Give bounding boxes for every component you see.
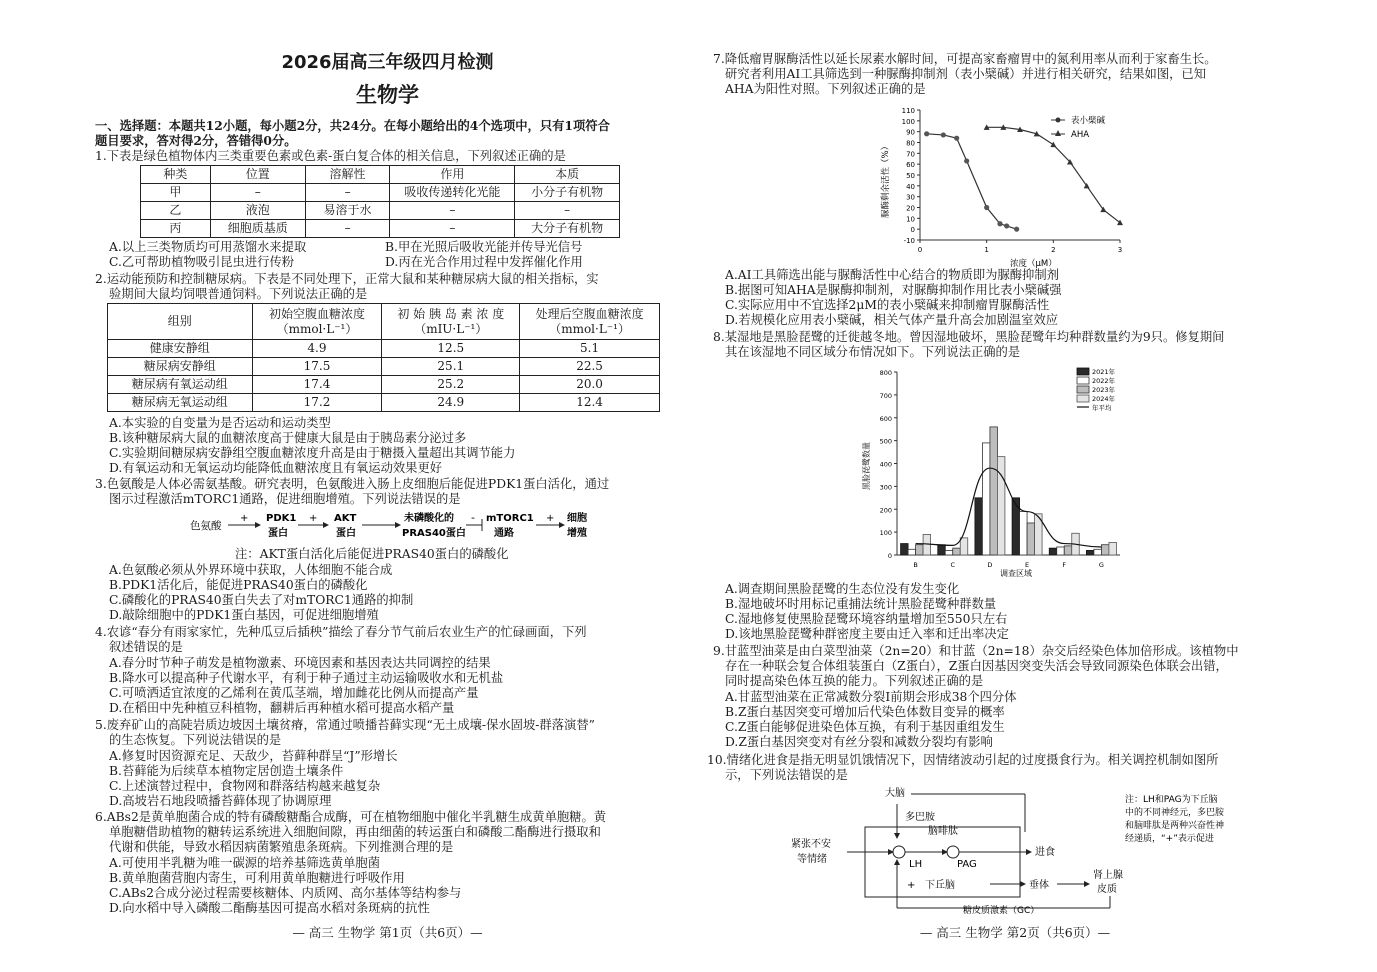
- node-pag: PAG: [957, 859, 977, 870]
- y-tick-label: 80: [906, 139, 915, 148]
- question-stem: 7.降低瘤胃脲酶活性以延长尿素水解时间，可提高家畜瘤胃中的氮利用率从而利于家畜生长。: [713, 52, 1217, 66]
- series-line: [987, 127, 1120, 222]
- x-tick-label: D: [987, 561, 993, 569]
- option-b: B.Z蛋白基因突变可增加后代染色体数目变异的概率: [725, 705, 1005, 719]
- instruction-line: 题目要求，答对得2分，答错得0分。: [95, 133, 297, 148]
- bar: [1020, 512, 1028, 555]
- y-axis-label: 黑脸琵鹭数量: [862, 442, 871, 490]
- y-tick-label: 20: [906, 204, 915, 213]
- y-tick-label: 60: [906, 161, 915, 170]
- option-c: C.乙可帮助植物吸引昆虫进行传粉: [109, 255, 295, 269]
- table-cell: –: [390, 220, 515, 238]
- table-header: 作用: [390, 166, 515, 184]
- y-tick-label: 400: [879, 460, 892, 469]
- tryptophan-pathway-diagram: [190, 509, 590, 543]
- table-cell: 吸收传递转化光能: [390, 184, 515, 202]
- diagram-note: 和脑啡肽是两种兴奋性神: [1125, 821, 1225, 831]
- question-stem: 存在一种联会复合体组装蛋白（Z蛋白），Z蛋白因基因突变失活会导致同源染色体联会出错，: [725, 659, 1228, 673]
- legend-label: AHA: [1071, 130, 1090, 140]
- spoonbill-distribution-chart: [855, 360, 1155, 580]
- data-point: [941, 132, 946, 137]
- node-brain: 大脑: [885, 788, 905, 799]
- option-d: D.Z蛋白基因突变对有丝分裂和减数分裂均有影响: [725, 735, 993, 749]
- x-axis-label: 调查区域: [1000, 569, 1032, 578]
- bar: [975, 498, 983, 555]
- node-dopamine: 多巴胺: [905, 812, 935, 823]
- node-cell-sub: 增殖: [567, 528, 587, 539]
- node-pituitary: 垂体: [1029, 880, 1049, 891]
- option-b: B.该种糖尿病大鼠的血糖浓度高于健康大鼠是由于胰岛素分泌过多: [109, 431, 467, 445]
- x-axis-label: 浓度（μM）: [1010, 259, 1057, 269]
- option-c: C.湿地修复使黑脸琵鹭环境容纳量增加至550只左右: [725, 612, 1008, 626]
- question-stem: 1.下表是绿色植物体内三类重要色素或色素-蛋白复合体的相关信息，下列叙述正确的是: [95, 149, 566, 163]
- y-tick-label: 0: [910, 226, 915, 235]
- data-point: [984, 205, 989, 210]
- table-header: 处理后空腹血糖浓度: [535, 306, 644, 321]
- table-header: 组别: [108, 304, 253, 340]
- bar: [1094, 549, 1102, 555]
- question-stem: 同时提高染色体互换的能力。下列叙述正确的是: [725, 674, 984, 688]
- diagram-note: 经递质，“+”表示促进: [1125, 834, 1214, 844]
- bar: [960, 538, 968, 555]
- node-pras40: 未磷酸化的: [404, 513, 454, 524]
- question-stem: 其在该湿地不同区域分布情况如下。下列说法正确的是: [725, 345, 1021, 359]
- bar: [923, 534, 931, 555]
- table-cell: 小分子有机物: [515, 184, 620, 202]
- question-stem: AHA为阳性对照。下列叙述正确的是: [725, 82, 926, 96]
- question-stem: 叙述错误的是: [109, 640, 183, 654]
- exam-title: 2026届高三年级四月检测: [281, 52, 494, 73]
- table-cell: 甲: [141, 184, 211, 202]
- sign-plus: +: [907, 880, 916, 891]
- pag-neuron: [947, 846, 959, 858]
- y-tick-label: 800: [879, 369, 892, 377]
- option-b: B.甲在光照后吸收光能并传导光信号: [385, 240, 583, 254]
- y-tick-label: 50: [906, 172, 915, 180]
- table-cell: 17.4: [252, 376, 382, 394]
- table-header: 溶解性: [305, 166, 390, 184]
- page-2: [707, 0, 1305, 972]
- x-tick-label: 2: [1051, 246, 1056, 254]
- sign-plus: +: [240, 513, 249, 524]
- table-header: 初始空腹血糖浓度: [268, 306, 365, 321]
- node-pras40-sub: PRAS40蛋白: [402, 528, 466, 539]
- question-stem: 验期间大鼠均饲喂普通饲料。下列说法正确的是: [109, 287, 368, 301]
- option-a: A.春分时节种子萌发是植物激素、环境因素和基因表达共同调控的结果: [109, 656, 491, 670]
- bar: [1012, 498, 1020, 555]
- option-d: D.高坡岩石地段喷播苔藓体现了协调原理: [109, 794, 332, 808]
- y-tick-label: 700: [879, 391, 892, 400]
- table-cell: 糖尿病安静组: [108, 358, 253, 376]
- y-tick-label: 10: [906, 215, 915, 224]
- page-footer: — 高三 生物学 第1页（共6页）—: [292, 925, 483, 940]
- question-stem: 10.情绪化进食是指无明显饥饿情况下，因情绪波动引起的过度摄食行为。相关调控机制如图所: [707, 753, 1219, 767]
- question-stem: 6.ABs2是黄单胞菌合成的特有磷酸糖酯合成酶，可在植物细胞中催化半乳糖生成黄单胞糖。黄: [95, 810, 607, 824]
- emotional-eating-diagram: [785, 782, 1290, 917]
- bar: [1064, 546, 1072, 555]
- option-d: D.向水稻中导入磷酸二酯酶基因可提高水稻对条斑病的抗性: [109, 901, 430, 915]
- table-header-unit: （mIU·L⁻¹）: [414, 321, 488, 336]
- question-stem: 代谢和供能，导致水稻因病菌繁殖患条斑病。下列推测合理的是: [109, 840, 454, 854]
- legend-label: 2022年: [1092, 377, 1116, 385]
- page-1: [95, 0, 680, 972]
- series-line: [927, 134, 1017, 229]
- table-cell: 5.1: [520, 340, 660, 358]
- node-mtorc1-sub: 通路: [494, 528, 514, 539]
- option-c: C.实际应用中不宜选择2μM的表小檗碱来抑制瘤胃脲酶活性: [725, 298, 1050, 312]
- chart-legend: [1051, 115, 1106, 140]
- x-tick-label: G: [1098, 561, 1104, 569]
- legend-swatch: [1077, 395, 1089, 402]
- node-emotion: 等情绪: [797, 854, 827, 865]
- option-c: C.可喷洒适宜浓度的乙烯利在黄瓜茎端，增加雌花比例从而提高产量: [109, 686, 479, 700]
- data-point: [1050, 142, 1056, 148]
- question-stem: 4.农谚“春分有雨家家忙，先种瓜豆后插秧”描绘了春分节气前后农业生产的忙碌画面，下列: [95, 625, 587, 639]
- node-adrenal: 肾上腺: [1093, 870, 1123, 881]
- y-tick-label: 90: [906, 128, 915, 137]
- x-tick-label: 3: [1117, 246, 1123, 254]
- urease-inhibition-chart: [875, 100, 1155, 270]
- chart-marks: [901, 427, 1117, 555]
- table-cell: 12.5: [382, 340, 520, 358]
- option-b: B.PDK1活化后，能促进PRAS40蛋白的磷酸化: [109, 578, 368, 592]
- option-a: A.调查期间黑脸琵鹭的生态位没有发生变化: [725, 582, 960, 596]
- bar: [938, 545, 946, 555]
- option-b: B.黄单胞菌营胞内寄生，可利用黄单胞糖进行呼吸作用: [109, 871, 405, 885]
- bar: [1027, 523, 1035, 555]
- legend-marker-triangle: [1055, 130, 1061, 136]
- node-mtorc1: mTORC1: [486, 513, 534, 524]
- table-header: 本质: [515, 166, 620, 184]
- question-stem: 的生态恢复。下列说法错误的是: [109, 733, 282, 747]
- legend-swatch: [1077, 368, 1089, 375]
- bar: [901, 544, 909, 555]
- option-d: D.有氧运动和无氧运动均能降低血糖浓度且有氧运动效果更好: [109, 461, 443, 475]
- y-tick-label: 110: [901, 107, 915, 115]
- node-pdk1: PDK1: [266, 513, 297, 524]
- sign-plus: +: [309, 513, 318, 524]
- bar: [1101, 545, 1109, 555]
- table-cell: 4.9: [252, 340, 382, 358]
- bar: [1057, 547, 1065, 555]
- node-eating: 进食: [1035, 847, 1055, 858]
- table-cell: 液泡: [210, 202, 305, 220]
- option-c: C.实验期间糖尿病安静组空腹血糖浓度升高是由于糖摄入量超出其调节能力: [109, 446, 516, 460]
- option-c: C.上述演替过程中，食物网和群落结构越来越复杂: [109, 779, 381, 793]
- rat-table: [107, 303, 660, 412]
- data-point: [924, 131, 929, 136]
- diagram-note: 注：AKT蛋白活化后能促进PRAS40蛋白的磷酸化: [235, 547, 509, 561]
- option-d: D.在稻田中先种植豆科植物，翻耕后再种植水稻可提高水稻产量: [109, 701, 455, 715]
- bar: [1049, 548, 1057, 555]
- legend-label: 2021年: [1092, 368, 1116, 376]
- x-tick-label: B: [913, 561, 918, 569]
- bar: [990, 427, 998, 555]
- option-c: C.ABs2合成分泌过程需要核糖体、内质网、高尔基体等结构参与: [109, 886, 462, 900]
- option-d: D.若规模化应用表小檗碱，相关气体产量升高会加剧温室效应: [725, 313, 1059, 327]
- sign-minus: -: [471, 511, 475, 524]
- table-cell: 大分子有机物: [515, 220, 620, 238]
- table-cell: 糖尿病有氧运动组: [108, 376, 253, 394]
- data-point: [997, 221, 1002, 226]
- table-cell: 易溶于水: [305, 202, 390, 220]
- table-header: 初 始 胰 岛 素 浓 度: [397, 306, 505, 321]
- legend-label: 2023年: [1092, 386, 1116, 394]
- table-cell: 17.2: [252, 394, 382, 412]
- node-tryptophan: 色氨酸: [190, 520, 222, 532]
- question-stem: 研究者利用AI工具筛选到一种脲酶抑制剂（表小檗碱）并进行相关研究，结果如图，已知: [725, 67, 1207, 81]
- question-stem: 示，下列说法错误的是: [725, 768, 848, 782]
- bar: [1109, 542, 1117, 555]
- y-tick-label: 500: [879, 437, 892, 446]
- x-tick-label: F: [1062, 561, 1067, 569]
- y-tick-label: 0: [887, 552, 892, 560]
- y-tick-label: 100: [901, 117, 915, 126]
- option-b: B.降水可以提高种子代谢水平，有利于种子通过主动运输吸收水和无机盐: [109, 671, 504, 685]
- diagram-note: 中的不同神经元，多巴胺: [1125, 808, 1225, 818]
- chart-marks: [924, 124, 1123, 231]
- option-a: A.色氨酸必须从外界环境中获取，人体细胞不能合成: [109, 563, 393, 577]
- table-cell: 糖尿病无氧运动组: [108, 394, 253, 412]
- bar: [916, 545, 924, 555]
- table-header-unit: （mmol·L⁻¹）: [549, 321, 630, 336]
- table-header: 位置: [210, 166, 305, 184]
- bar: [982, 443, 989, 555]
- data-point: [1004, 223, 1009, 228]
- node-lh: LH: [909, 859, 923, 870]
- y-axis-label: 脲酶剩余活性（%）: [881, 141, 891, 218]
- question-stem: 8.某湿地是黑脸琵鹭的迁徙越冬地。曾因湿地破坏，黑脸琵鹭年均种群数量约为9只。修复期间: [713, 330, 1225, 344]
- option-d: D.该地黑脸琵鹭种群密度主要由迁入率和迁出率决定: [725, 627, 1009, 641]
- lh-neuron: [893, 846, 905, 858]
- option-a: A.可使用半乳糖为唯一碳源的培养基筛选黄单胞菌: [109, 856, 381, 870]
- option-b: B.苔藓能为后续草本植物定居创造土壤条件: [109, 764, 344, 778]
- page-footer: — 高三 生物学 第2页（共6页）—: [919, 925, 1111, 940]
- table-cell: 乙: [141, 202, 211, 220]
- instruction-line: 一、选择题：本题共12小题，每小题2分，共24分。在每小题给出的4个选项中，只有1项符合: [95, 118, 610, 133]
- node-cell: 细胞: [567, 513, 587, 524]
- node-enkephalin: 脑啡肽: [928, 826, 958, 837]
- option-a: A.AI工具筛选出能与脲酶活性中心结合的物质即为脲酶抑制剂: [725, 268, 1059, 282]
- y-tick-label: 600: [879, 414, 892, 423]
- chart-legend: [1077, 367, 1116, 412]
- option-b: B.湿地破坏时用标记重捕法统计黑脸琵鹭种群数量: [725, 597, 997, 611]
- option-d: D.丙在光合作用过程中发挥催化作用: [385, 255, 583, 269]
- y-tick-label: 40: [906, 182, 915, 191]
- table-cell: 25.1: [382, 358, 520, 376]
- data-point: [1014, 227, 1019, 232]
- table-header: 种类: [141, 166, 211, 184]
- table-cell: 22.5: [520, 358, 660, 376]
- bar: [945, 550, 953, 555]
- node-pdk1-sub: 蛋白: [268, 528, 288, 539]
- table-cell: 丙: [141, 220, 211, 238]
- question-stem: 3.色氨酸是人体必需氨基酸。研究表明，色氨酸进入肠上皮细胞后能促进PDK1蛋白活化，通过: [95, 477, 610, 491]
- table-cell: –: [305, 184, 390, 202]
- y-tick-label: 100: [879, 529, 892, 538]
- bar: [1086, 550, 1094, 555]
- x-tick-label: E: [1025, 561, 1030, 569]
- data-point: [964, 158, 969, 163]
- option-a: A.本实验的自变量为是否运动和运动类型: [109, 416, 331, 430]
- legend-label: 年平均: [1092, 404, 1112, 412]
- node-akt-sub: 蛋白: [336, 528, 356, 539]
- table-header-unit: （mmol·L⁻¹）: [276, 321, 358, 336]
- table-cell: –: [210, 184, 305, 202]
- table-cell: 25.2: [382, 376, 520, 394]
- option-c: C.Z蛋白能够促进染色体互换，有利于基因重组发生: [725, 720, 1005, 734]
- table-cell: 20.0: [520, 376, 660, 394]
- legend-swatch: [1077, 377, 1089, 384]
- option-b: B.据图可知AHA是脲酶抑制剂，对脲酶抑制作用比表小檗碱强: [725, 283, 1062, 297]
- table-cell: 24.9: [382, 394, 520, 412]
- x-tick-label: 0: [917, 246, 923, 254]
- option-c: C.磷酸化的PRAS40蛋白失去了对mTORC1通路的抑制: [109, 593, 414, 607]
- node-gc: 糖皮质激素（GC）: [963, 906, 1040, 916]
- table-cell: 12.4: [520, 394, 660, 412]
- data-point: [954, 136, 959, 141]
- y-tick-label: -10: [903, 237, 915, 245]
- legend-label: 2024年: [1092, 395, 1116, 403]
- y-tick-label: 300: [879, 483, 892, 492]
- table-cell: –: [305, 220, 390, 238]
- subject-title: 生物学: [356, 83, 419, 107]
- node-anxiety: 紧张不安: [791, 839, 831, 850]
- option-a: A.修复时因资源充足、天敌少，苔藓种群呈“J”形增长: [109, 749, 398, 763]
- node-adrenal-cortex: 皮质: [1097, 884, 1117, 895]
- question-stem: 单胞糖借助植物的糖转运系统进入细胞间隙，再由细菌的转运蛋白和磷酸二酯酶进行摄取和: [109, 825, 601, 839]
- bar: [953, 548, 961, 555]
- table-cell: –: [515, 202, 620, 220]
- table-cell: 细胞质基质: [210, 220, 305, 238]
- question-stem: 9.甘蓝型油菜是由白菜型油菜（2n=20）和甘蓝（2n=18）杂交后经染色体加倍形成。该植物中: [713, 644, 1239, 658]
- y-tick-label: 70: [906, 150, 915, 159]
- question-stem: 5.废弃矿山的高陡岩质边坡因土壤贫瘠，常通过喷播苔藓实现“无土成壤-保水固坡-群落演替”: [95, 718, 595, 732]
- question-stem: 图示过程激活mTORC1通路，促进细胞增殖。下列说法错误的是: [109, 492, 461, 506]
- table-cell: 健康安静组: [108, 340, 253, 358]
- x-tick-label: C: [950, 561, 956, 569]
- table-cell: 17.5: [252, 358, 382, 376]
- y-tick-label: 30: [906, 193, 915, 202]
- y-tick-label: 200: [879, 506, 892, 515]
- node-akt: AKT: [334, 513, 357, 524]
- option-a: A.以上三类物质均可用蒸馏水来提取: [109, 240, 307, 254]
- option-d: D.敲除细胞中的PDK1蛋白基因，可促进细胞增殖: [109, 608, 379, 622]
- legend-label: 表小檗碱: [1071, 116, 1106, 126]
- question-stem: 2.运动能预防和控制糖尿病。下表是不同处理下，正常大鼠和某种糖尿病大鼠的相关指标，实: [95, 272, 599, 286]
- node-hypothalamus: 下丘脑: [925, 880, 955, 891]
- option-a: A.甘蓝型油菜在正常减数分裂Ⅰ前期会形成38个四分体: [725, 690, 1017, 704]
- diagram-note: 注：LH和PAG为下丘脑: [1125, 795, 1218, 805]
- legend-swatch: [1077, 386, 1089, 393]
- sign-plus: +: [546, 513, 555, 524]
- pigment-table: [140, 165, 620, 238]
- bar: [908, 549, 916, 555]
- x-tick-label: 1: [984, 246, 989, 254]
- table-cell: –: [390, 202, 515, 220]
